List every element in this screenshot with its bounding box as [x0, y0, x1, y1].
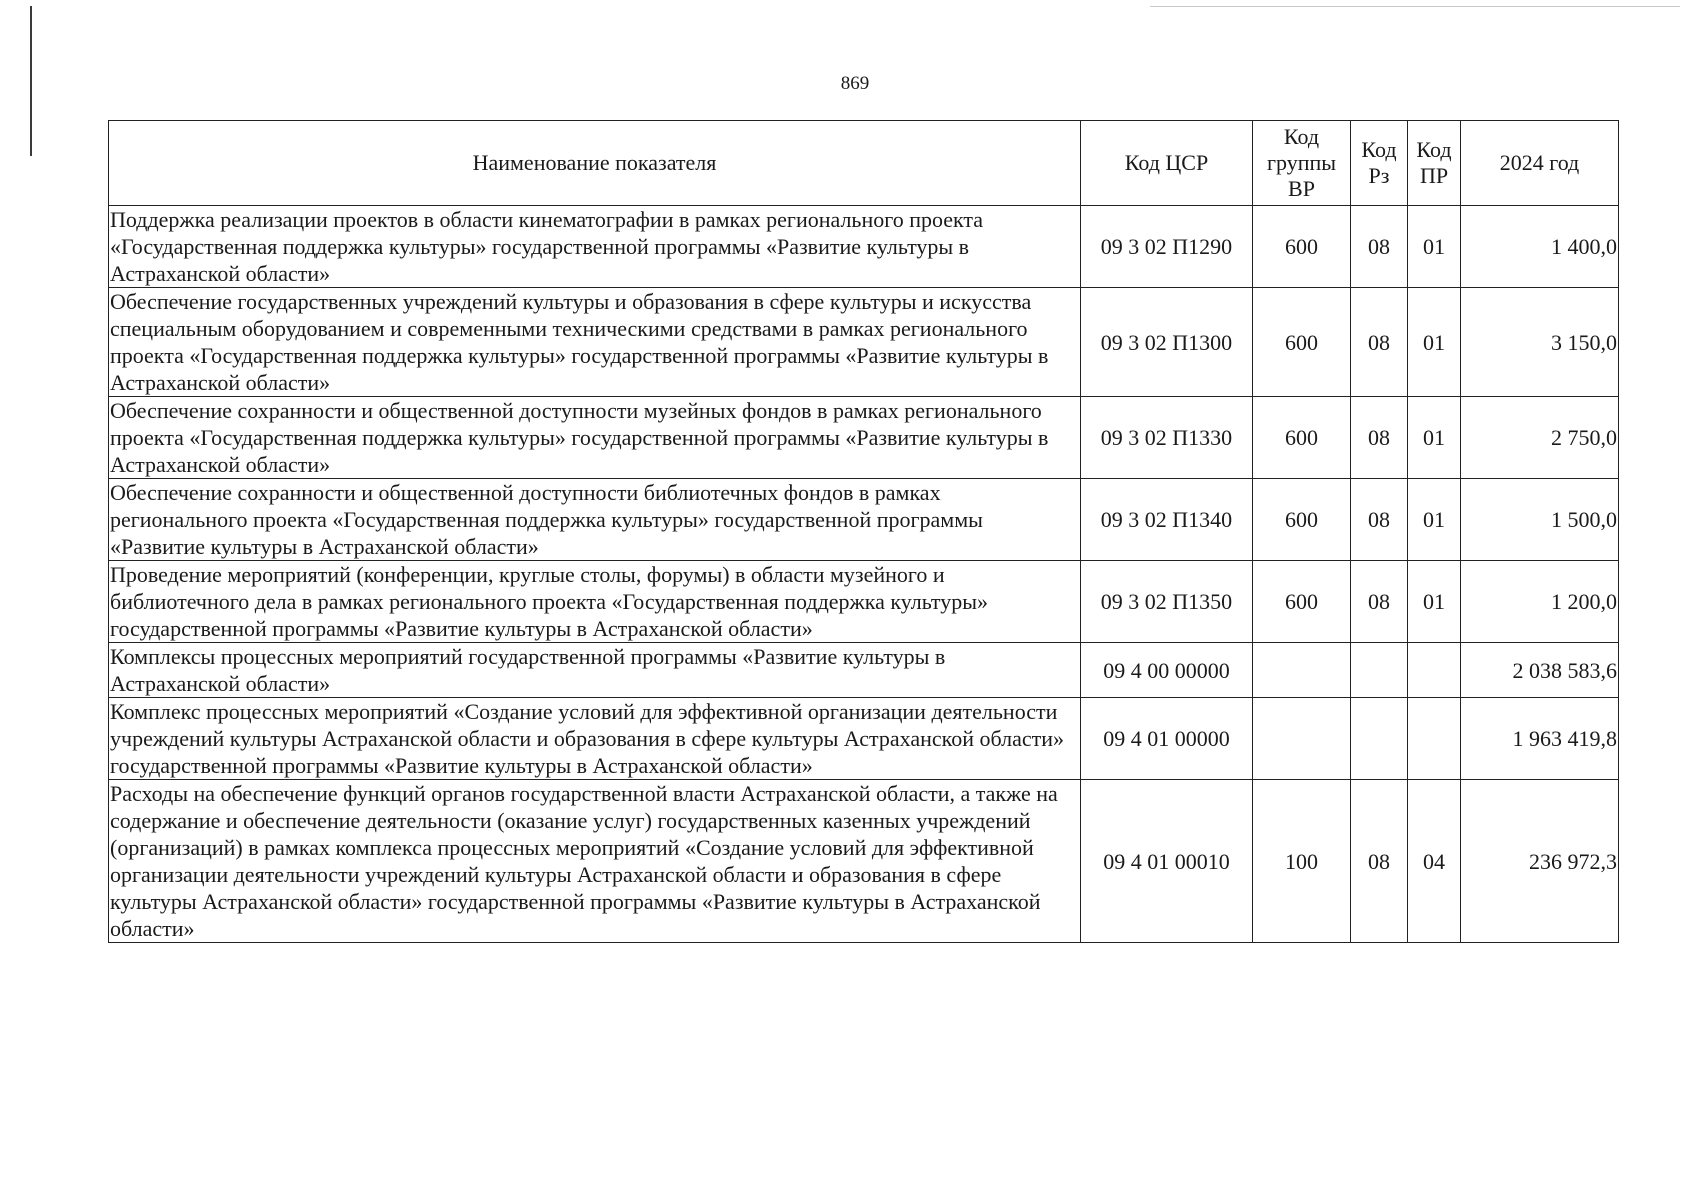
page-number: 869: [840, 73, 870, 94]
row-rz: [1351, 698, 1408, 780]
row-name: Поддержка реализации проектов в области кинематографии в рамках регионального проекта «Государственная поддержка культуры» государственной программы «Развитие культуры в Астраханской области»: [109, 206, 1081, 288]
header-rz: Код Рз: [1351, 121, 1408, 206]
row-pr: 01: [1408, 397, 1461, 479]
row-name: Расходы на обеспечение функций органов государственной власти Астраханской области, а также на содержание и обеспечение деятельности (оказание услуг) государственных казенных учреждений (организаций) в рамках комплекса процессных мероприятий «Создание условий для эффективной организации деятельности учреждений культуры Астраханской области и образования в сфере культуры Астраханской области» государственной программы «Развитие культуры в Астраханской области»: [109, 780, 1081, 943]
row-name: Обеспечение сохранности и общественной доступности библиотечных фондов в рамках регионального проекта «Государственная поддержка культуры» государственной программы «Развитие культуры в Астраханской области»: [109, 479, 1081, 561]
header-csr: Код ЦСР: [1081, 121, 1253, 206]
row-rz: 08: [1351, 288, 1408, 397]
row-csr: 09 4 01 00010: [1081, 780, 1253, 943]
table-row: [109, 397, 1619, 479]
table-row: [109, 643, 1619, 698]
table-row: [109, 698, 1619, 780]
budget-table: [108, 120, 1619, 943]
row-vr: 600: [1253, 206, 1351, 288]
row-vr: 600: [1253, 288, 1351, 397]
row-vr: 600: [1253, 397, 1351, 479]
table-row: [109, 479, 1619, 561]
row-amount: 1 200,0: [1461, 561, 1619, 643]
row-pr: 01: [1408, 479, 1461, 561]
row-csr: 09 4 01 00000: [1081, 698, 1253, 780]
table-row: [109, 561, 1619, 643]
row-amount: 1 500,0: [1461, 479, 1619, 561]
row-amount: 3 150,0: [1461, 288, 1619, 397]
table-row: [109, 206, 1619, 288]
row-name: Проведение мероприятий (конференции, круглые столы, форумы) в области музейного и библиотечного дела в рамках регионального проекта «Государственная поддержка культуры» государственной программы «Развитие культуры в Астраханской области»: [109, 561, 1081, 643]
row-rz: 08: [1351, 780, 1408, 943]
row-amount: 2 750,0: [1461, 397, 1619, 479]
row-amount: 2 038 583,6: [1461, 643, 1619, 698]
row-rz: 08: [1351, 479, 1408, 561]
row-pr: 01: [1408, 561, 1461, 643]
row-pr: [1408, 698, 1461, 780]
row-pr: [1408, 643, 1461, 698]
scan-top-line: [1150, 6, 1680, 7]
row-rz: 08: [1351, 206, 1408, 288]
row-vr: [1253, 643, 1351, 698]
row-csr: 09 3 02 П1300: [1081, 288, 1253, 397]
row-vr: 100: [1253, 780, 1351, 943]
row-csr: 09 3 02 П1330: [1081, 397, 1253, 479]
table-row: [109, 288, 1619, 397]
row-csr: 09 3 02 П1340: [1081, 479, 1253, 561]
row-csr: 09 3 02 П1350: [1081, 561, 1253, 643]
header-name: Наименование показателя: [109, 121, 1081, 206]
row-name: Комплекс процессных мероприятий «Создание условий для эффективной организации деятельности учреждений культуры Астраханской области и образования в сфере культуры Астраханской области» государственной программы «Развитие культуры в Астраханской области»: [109, 698, 1081, 780]
row-csr: 09 4 00 00000: [1081, 643, 1253, 698]
row-pr: 04: [1408, 780, 1461, 943]
header-year: 2024 год: [1461, 121, 1619, 206]
row-amount: 1 400,0: [1461, 206, 1619, 288]
row-rz: [1351, 643, 1408, 698]
row-name: Обеспечение государственных учреждений культуры и образования в сфере культуры и искусства специальным оборудованием и современными техническими средствами в рамках регионального проекта «Государственная поддержка культуры» государственной программы «Развитие культуры в Астраханской области»: [109, 288, 1081, 397]
row-csr: 09 3 02 П1290: [1081, 206, 1253, 288]
row-amount: 236 972,3: [1461, 780, 1619, 943]
row-name: Комплексы процессных мероприятий государственной программы «Развитие культуры в Астраханской области»: [109, 643, 1081, 698]
header-pr: Код ПР: [1408, 121, 1461, 206]
table-row: [109, 780, 1619, 943]
row-amount: 1 963 419,8: [1461, 698, 1619, 780]
row-vr: 600: [1253, 561, 1351, 643]
row-name: Обеспечение сохранности и общественной доступности музейных фондов в рамках регионального проекта «Государственная поддержка культуры» государственной программы «Развитие культуры в Астраханской области»: [109, 397, 1081, 479]
row-pr: 01: [1408, 206, 1461, 288]
row-pr: 01: [1408, 288, 1461, 397]
table-header-row: [109, 121, 1619, 206]
row-rz: 08: [1351, 397, 1408, 479]
header-vr: Код группы ВР: [1253, 121, 1351, 206]
row-rz: 08: [1351, 561, 1408, 643]
row-vr: 600: [1253, 479, 1351, 561]
row-vr: [1253, 698, 1351, 780]
